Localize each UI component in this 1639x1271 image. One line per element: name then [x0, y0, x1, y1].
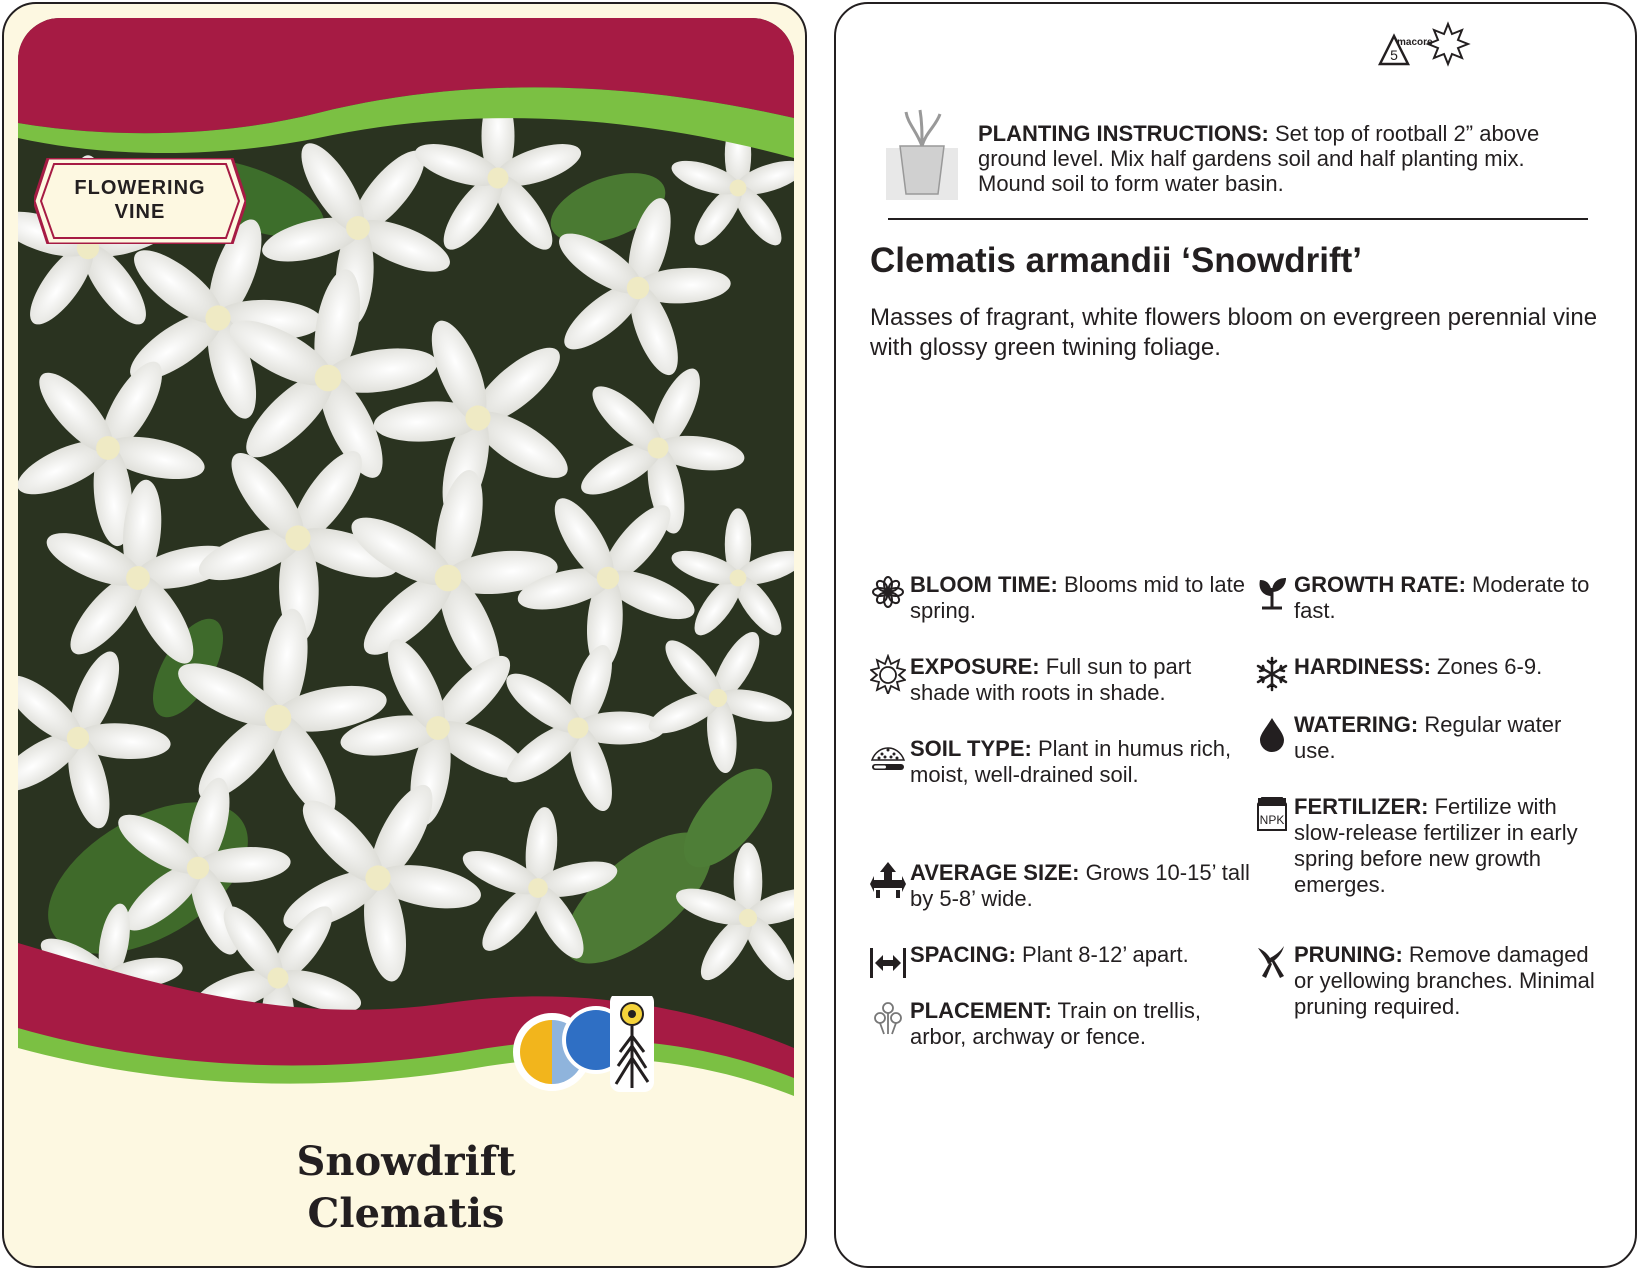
size-icon [870, 860, 906, 900]
common-name-line-1: Snowdrift [296, 1138, 516, 1185]
front-artwork [18, 18, 794, 1124]
average-size-label: AVERAGE SIZE: [910, 860, 1080, 885]
category-badge [34, 158, 246, 244]
average-size-text: Grows 10-15’ tall by 5-8’ wide. [910, 860, 1250, 911]
growth-rate-text: Moderate to fast. [1294, 572, 1590, 623]
placement-icon [870, 998, 906, 1038]
watering-text: Regular water use. [1294, 712, 1562, 763]
bloom-time-text: Blooms mid to late spring. [910, 572, 1245, 623]
sprout-icon [1254, 572, 1290, 612]
pruning-shears-icon [1254, 942, 1290, 982]
growth-rate-label: GROWTH RATE: [1294, 572, 1466, 597]
svg-text:NPK: NPK [1259, 813, 1285, 827]
snowflake-icon [1254, 654, 1290, 694]
npk-bag-icon [1254, 794, 1290, 834]
spacing-label: SPACING: [910, 942, 1016, 967]
sun-icon [870, 654, 906, 694]
common-name [18, 1136, 794, 1240]
attr-soil-type [910, 736, 1250, 788]
exposure-icons [510, 996, 660, 1106]
spacing-text: Plant 8-12’ apart. [1015, 942, 1189, 967]
attr-watering [1294, 712, 1604, 764]
water-drop-icon [1254, 712, 1290, 752]
soil-type-label: SOIL TYPE: [910, 736, 1032, 761]
attr-placement [910, 998, 1250, 1050]
tag-front [2, 2, 807, 1268]
planting-instructions [978, 121, 1598, 196]
watering-label: WATERING: [1294, 712, 1419, 737]
category-line-1: FLOWERING [74, 177, 206, 199]
svg-text:5: 5 [1390, 47, 1398, 63]
placement-text: Train on trellis, arbor, archway or fence. [910, 998, 1201, 1049]
pot-icon [886, 108, 958, 200]
exposure-text: Full sun to part shade with roots in shade. [910, 654, 1192, 705]
attr-exposure [910, 654, 1250, 706]
fertilizer-text: Fertilize with slow-release fertilizer in early spring before new growth emerges. [1294, 794, 1578, 897]
attr-spacing [910, 942, 1250, 968]
category-line-2: VINE [114, 201, 166, 223]
attr-bloom-time [910, 572, 1250, 624]
macore-logo: macore [1397, 37, 1433, 48]
pruning-text: Remove damaged or yellowing branches. Minimal pruning required. [1294, 942, 1595, 1019]
plant-description: Masses of fragrant, white flowers bloom on evergreen perennial vine with glossy green twining foliage. [870, 304, 1598, 361]
botanical-name: Clematis armandii ‘Snowdrift’ [870, 241, 1363, 280]
attr-hardiness [1294, 654, 1604, 680]
fertilizer-label: FERTILIZER: [1294, 794, 1429, 819]
attr-average-size [910, 860, 1250, 912]
pruning-label: PRUNING: [1294, 942, 1403, 967]
attr-growth-rate [1294, 572, 1604, 624]
attr-fertilizer [1259, 794, 1604, 898]
common-name-line-2: Clematis [307, 1190, 505, 1237]
exposure-label: EXPOSURE: [910, 654, 1040, 679]
soil-icon [870, 736, 906, 776]
hardiness-label: HARDINESS: [1294, 654, 1431, 679]
spacing-icon [870, 942, 906, 982]
planting-text: Set top of rootball 2” above ground level. Mix half gardens soil and half planting mix. Mound soil to form water basin. [978, 121, 1540, 196]
placement-label: PLACEMENT: [910, 998, 1052, 1023]
divider [888, 218, 1588, 220]
soil-type-text: Plant in humus rich, moist, well-drained soil. [910, 736, 1232, 787]
tag-back [834, 2, 1637, 1268]
planting-label: PLANTING INSTRUCTIONS: [978, 121, 1269, 146]
hardiness-text: Zones 6-9. [1430, 654, 1543, 679]
attr-pruning [1294, 942, 1604, 1020]
bloom-time-label: BLOOM TIME: [910, 572, 1058, 597]
flower-icon [870, 572, 906, 612]
